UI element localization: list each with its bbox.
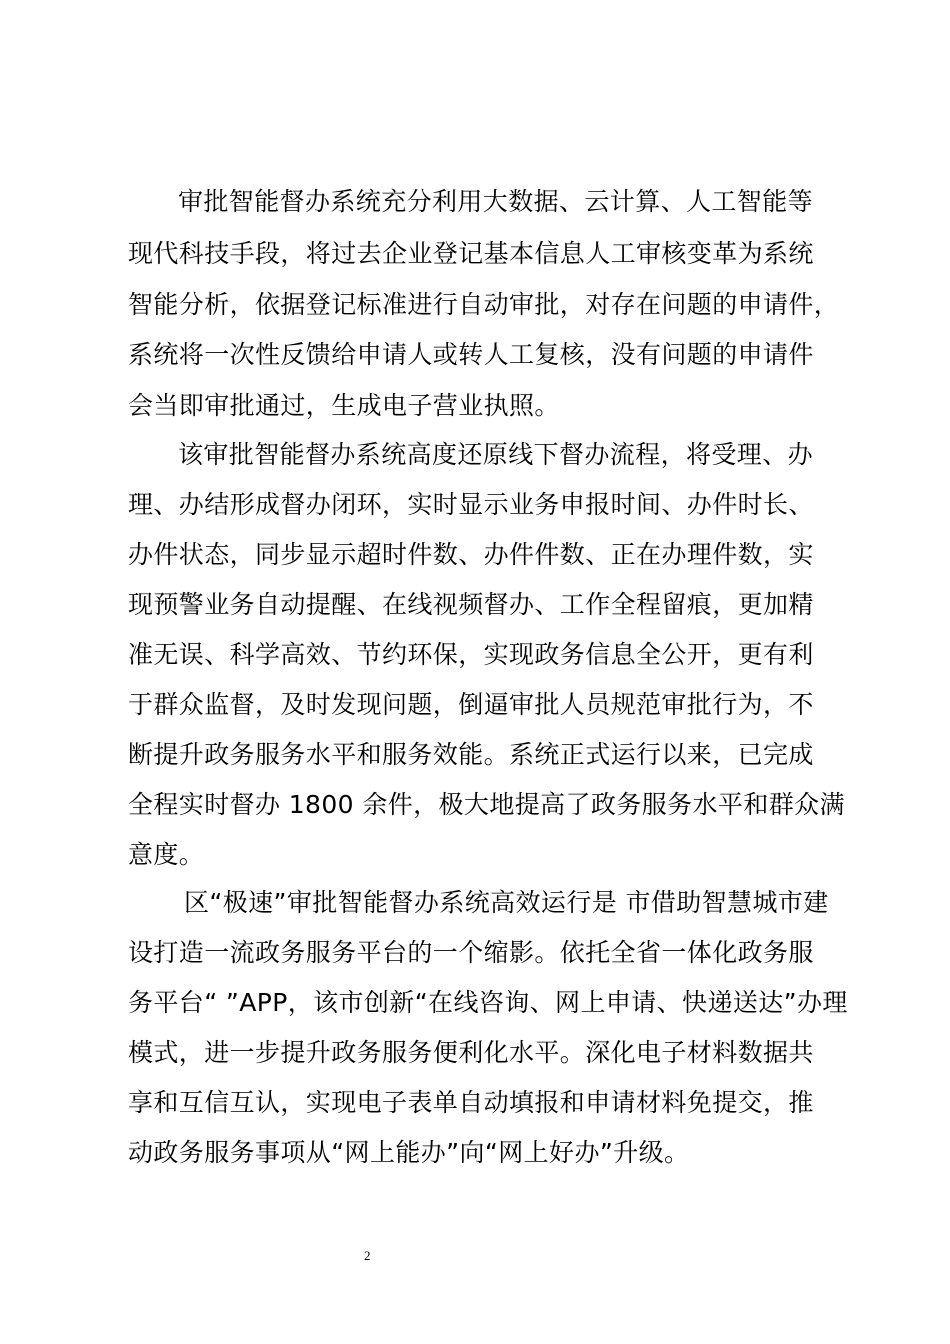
paragraph-2-line-2: 理、办结形成督办闭环，实时显示业务申报时间、办件时长、 [128,490,814,519]
paragraph-2-line-4: 现预警业务自动提醒、在线视频督办、工作全程留痕，更加精 [128,590,814,619]
paragraph-3-line-1: 区“极速”审批智能督办系统高效运行是 市借助智慧城市建 [184,888,829,917]
paragraph-2-line-1: 该审批智能督办系统高度还原线下督办流程，将受理、办 [178,440,814,469]
paragraph-3-line-6: 动政务服务事项从“网上能办”向“网上好办”升级。 [128,1138,690,1167]
paragraph-2-line-7: 断提升政务服务水平和服务效能。系统正式运行以来，已完成 [128,740,814,769]
paragraph-2-line-5: 准无误、科学高效、节约环保，实现政务信息全公开，更有利 [128,640,814,669]
paragraph-3-line-4: 模式，进一步提升政务服务便利化水平。深化电子材料数据共 [128,1038,814,1067]
paragraph-1-line-3: 智能分析，依据登记标准进行自动审批，对存在问题的申请件， [128,290,840,319]
paragraph-3-line-2: 设打造一流政务服务平台的一个缩影。依托全省一体化政务服 [128,938,814,967]
paragraph-2-line-8: 全程实时督办 1800 余件，极大地提高了政务服务水平和群众满 [128,790,845,819]
paragraph-2-line-9: 意度。 [128,840,205,869]
paragraph-2-line-3: 办件状态，同步显示超时件数、办件件数、正在办理件数，实 [128,540,814,569]
paragraph-1-line-1: 审批智能督办系统充分利用大数据、云计算、人工智能等 [178,187,814,216]
paragraph-3-line-5: 享和互信互认，实现电子表单自动填报和申请材料免提交，推 [128,1088,814,1117]
paragraph-1-line-5: 会当即审批通过，生成电子营业执照。 [128,391,560,420]
paragraph-1-line-4: 系统将一次性反馈给申请人或转人工复核，没有问题的申请件 [128,340,814,369]
paragraph-3-line-3: 务平台“ ”APP，该市创新“在线咨询、网上申请、快递送达”办理 [128,988,848,1017]
page-number: 2 [364,1248,371,1263]
paragraph-2-line-6: 于群众监督，及时发现问题，倒逼审批人员规范审批行为，不 [128,690,814,719]
paragraph-1-line-2: 现代科技手段，将过去企业登记基本信息人工审核变革为系统 [128,239,814,268]
